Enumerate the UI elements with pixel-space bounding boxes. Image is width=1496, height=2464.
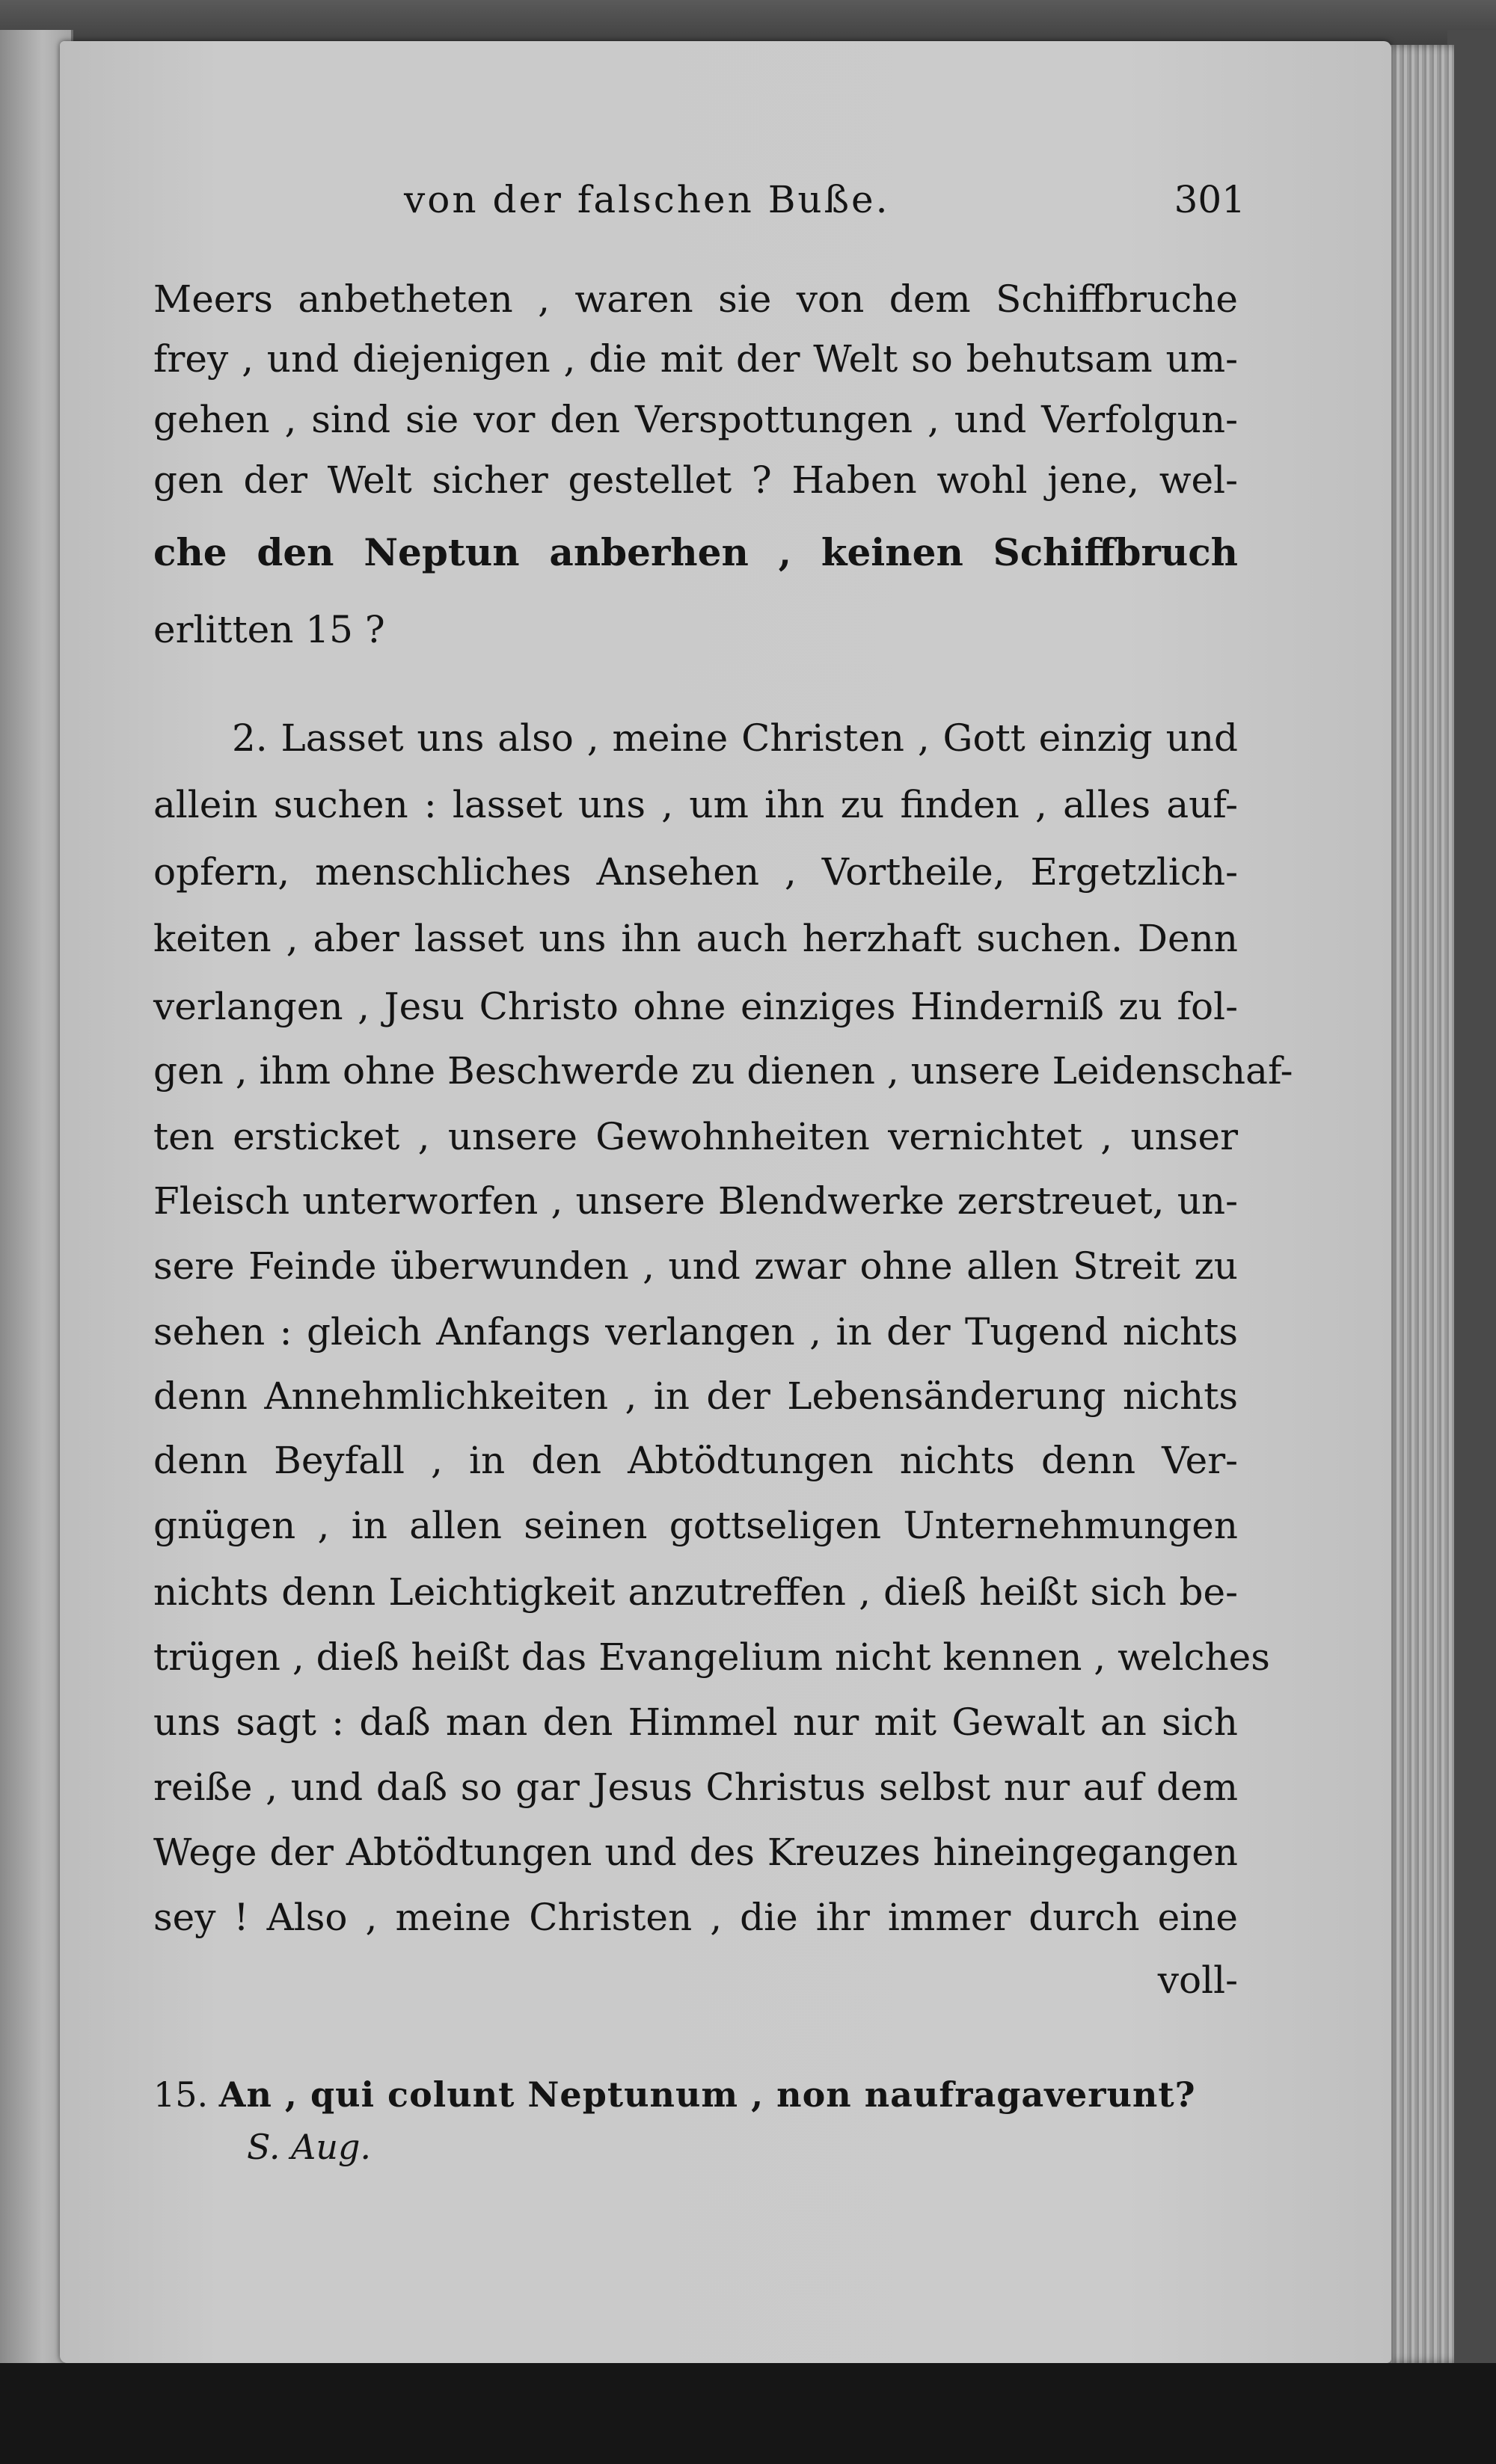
text-line: sere Feinde überwunden , und zwar ohne allen Streit zu bbox=[153, 1244, 1238, 1288]
text-line: gen , ihm ohne Beschwerde zu dienen , unsere Leidenschaf- bbox=[153, 1049, 1293, 1093]
text-line: denn Annehmlichkeiten , in der Lebensänderung nichts bbox=[153, 1374, 1238, 1418]
book-cover-edge bbox=[1447, 30, 1496, 2393]
footnote-marker: 15. bbox=[153, 2074, 209, 2115]
page-header bbox=[153, 178, 1245, 230]
text-line: gen der Welt sicher gestellet ? Haben wohl jene, wel- bbox=[153, 458, 1238, 502]
footnote-line bbox=[153, 2068, 1245, 2121]
text-line: sehen : gleich Anfangs verlangen , in der Tugend nichts bbox=[153, 1310, 1238, 1354]
text-line: Wege der Abtödtungen und des Kreuzes hineingegangen bbox=[153, 1831, 1238, 1874]
page-number: 301 bbox=[1174, 178, 1245, 221]
text-line: trügen , dieß heißt das Evangelium nicht kennen , welches bbox=[153, 1635, 1270, 1679]
text-line: verlangen , Jesu Christo ohne einziges Hinderniß zu fol- bbox=[153, 985, 1238, 1028]
footnote-text: An , qui colunt Neptunum , non naufragaverunt? bbox=[218, 2074, 1196, 2115]
text-line: sey ! Also , meine Christen , die ihr immer durch eine bbox=[153, 1896, 1238, 1939]
text-line: frey , und diejenigen , die mit der Welt so behutsam um- bbox=[153, 337, 1238, 381]
text-line: nichts denn Leichtigkeit anzutreffen , dieß heißt sich be- bbox=[153, 1570, 1238, 1614]
text-line: gehen , sind sie vor den Verspottungen , und Verfolgun- bbox=[153, 398, 1238, 441]
footnote-source: S. Aug. bbox=[247, 2127, 372, 2167]
running-title: von der falschen Buße. bbox=[404, 178, 890, 221]
text-line: opfern, menschliches Ansehen , Vortheile, Ergetzlich- bbox=[153, 850, 1238, 894]
text-line: Meers anbetheten , waren sie von dem Schiffbruche bbox=[153, 277, 1238, 321]
text-line: allein suchen : lasset uns , um ihn zu finden , alles auf- bbox=[153, 783, 1238, 826]
text-line: Fleisch unterworfen , unsere Blendwerke zerstreuet, un- bbox=[153, 1179, 1238, 1223]
catchword: voll- bbox=[1157, 1958, 1238, 2002]
text-line: uns sagt : daß man den Himmel nur mit Gewalt an sich bbox=[153, 1700, 1238, 1744]
text-line: keiten , aber lasset uns ihn auch herzhaft suchen. Denn bbox=[153, 917, 1238, 960]
text-line: erlitten 15 ? bbox=[153, 608, 385, 651]
text-line: gnügen , in allen seinen gottseligen Unternehmungen bbox=[153, 1504, 1238, 1547]
text-line: denn Beyfall , in den Abtödtungen nichts denn Ver- bbox=[153, 1439, 1238, 1482]
text-line: che den Neptun anberhen , keinen Schiffbruch bbox=[153, 530, 1238, 574]
text-line: reiße , und daß so gar Jesus Christus selbst nur auf dem bbox=[153, 1766, 1238, 1809]
text-line: ten ersticket , unsere Gewohnheiten vernichtet , unser bbox=[153, 1115, 1238, 1158]
text-line: 2. Lasset uns also , meine Christen , Gott einzig und bbox=[232, 716, 1238, 760]
scanner-background-bottom bbox=[0, 2363, 1496, 2464]
